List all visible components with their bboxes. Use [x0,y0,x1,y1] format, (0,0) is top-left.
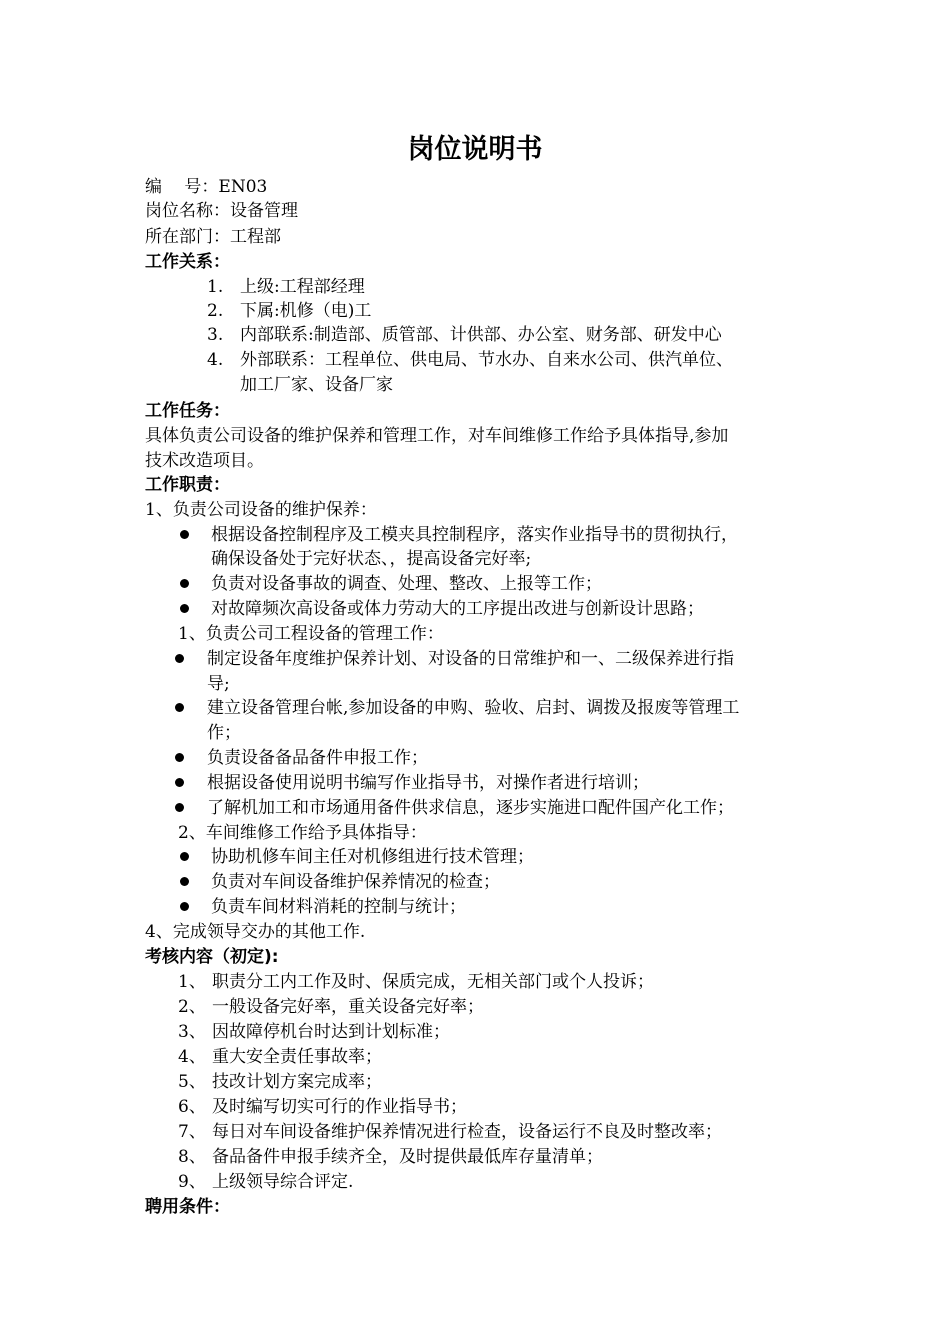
relation-number: 4. [207,350,224,370]
assessment-item: 技改计划方案完成率； [212,1072,382,1092]
task-text: 具体负责公司设备的维护保养和管理工作，对车间维修工作给予具体指导,参加 [145,426,729,446]
assessment-number: 9、 [178,1172,206,1192]
relation-item: 上级:工程部经理 [240,277,365,297]
bullet-icon [175,778,184,787]
department-line: 所在部门：工程部 [145,227,281,247]
bullet-icon [175,803,184,812]
position-line: 岗位名称：设备管理 [145,201,298,221]
duty-item: 了解机加工和市场通用备件供求信息，逐步实施进口配件国产化工作； [207,798,734,818]
duty-item-continuation: 导; [207,674,230,694]
assessment-number: 8、 [178,1147,206,1167]
relation-item-continuation: 加工厂家、设备厂家 [240,375,393,395]
bullet-icon [175,753,184,762]
duty-item: 负责车间材料消耗的控制与统计； [211,897,466,917]
assessment-item: 每日对车间设备维护保养情况进行检查，设备运行不良及时整改率； [212,1122,722,1142]
assessment-number: 6、 [178,1097,206,1117]
duty-section-title: 1、负责公司工程设备的管理工作： [178,624,444,644]
relation-number: 2. [207,301,224,321]
duty-item: 负责对设备事故的调查、处理、整改、上报等工作； [211,574,602,594]
relation-number: 3. [207,325,224,345]
duty-item: 根据设备使用说明书编写作业指导书，对操作者进行培训； [207,773,649,793]
assessment-item: 上级领导综合评定. [212,1172,354,1192]
relation-item: 下属:机修（电)工 [240,301,372,321]
duty-item: 对故障频次高设备或体力劳动大的工序提出改进与创新设计思路； [211,599,704,619]
assessment-item: 及时编写切实可行的作业指导书； [212,1097,467,1117]
assessment-number: 4、 [178,1047,206,1067]
duty-item: 负责设备备品备件申报工作； [207,748,428,768]
duty-item: 建立设备管理台帐,参加设备的申购、验收、启封、调拨及报废等管理工 [207,698,740,718]
assessment-item: 一般设备完好率，重关设备完好率； [212,997,484,1017]
duties-heading: 工作职责： [145,475,230,495]
assessment-number: 5、 [178,1072,206,1092]
bullet-icon [180,852,189,861]
bullet-icon [180,902,189,911]
relations-heading: 工作关系： [145,252,230,272]
page-title: 岗位说明书 [407,134,543,165]
assessment-number: 7、 [178,1122,206,1142]
task-heading: 工作任务： [145,401,230,421]
bullet-icon [180,530,189,539]
assessment-item: 重大安全责任事故率； [212,1047,382,1067]
bullet-icon [180,579,189,588]
assessment-item: 因故障停机台时达到计划标准； [212,1022,450,1042]
duty-item: 负责对车间设备维护保养情况的检查； [211,872,500,892]
employment-heading: 聘用条件： [145,1197,230,1217]
task-text: 技术改造项目。 [145,451,264,471]
relation-item: 内部联系:制造部、质管部、计供部、办公室、财务部、研发中心 [240,325,722,345]
bullet-icon [175,703,184,712]
duty-item: 协助机修车间主任对机修组进行技术管理； [211,847,534,867]
bullet-icon [175,654,184,663]
bullet-icon [180,604,189,613]
duty-section-title: 2、车间维修工作给予具体指导： [178,823,427,843]
code-line: 编 号：EN03 [145,177,268,197]
duty-item-continuation: 确保设备处于完好状态、，提高设备完好率; [211,549,532,569]
duty-section-title: 4、完成领导交办的其他工作. [145,922,366,942]
assessment-number: 3、 [178,1022,206,1042]
duty-item-continuation: 作； [207,723,241,743]
assessment-item: 职责分工内工作及时、保质完成，无相关部门或个人投诉； [212,972,654,992]
assessment-heading: 考核内容（初定): [145,947,279,967]
duty-section-title: 1、负责公司设备的维护保养： [145,500,377,520]
relation-number: 1. [207,277,224,297]
assessment-item: 备品备件申报手续齐全，及时提供最低库存量清单； [212,1147,603,1167]
relation-item: 外部联系：工程单位、供电局、节水办、自来水公司、供汽单位、 [240,350,733,370]
assessment-number: 2、 [178,997,206,1017]
assessment-number: 1、 [178,972,206,992]
bullet-icon [180,877,189,886]
duty-item: 根据设备控制程序及工模夹具控制程序，落实作业指导书的贯彻执行， [211,525,738,545]
duty-item: 制定设备年度维护保养计划、对设备的日常维护和一、二级保养进行指 [207,649,734,669]
